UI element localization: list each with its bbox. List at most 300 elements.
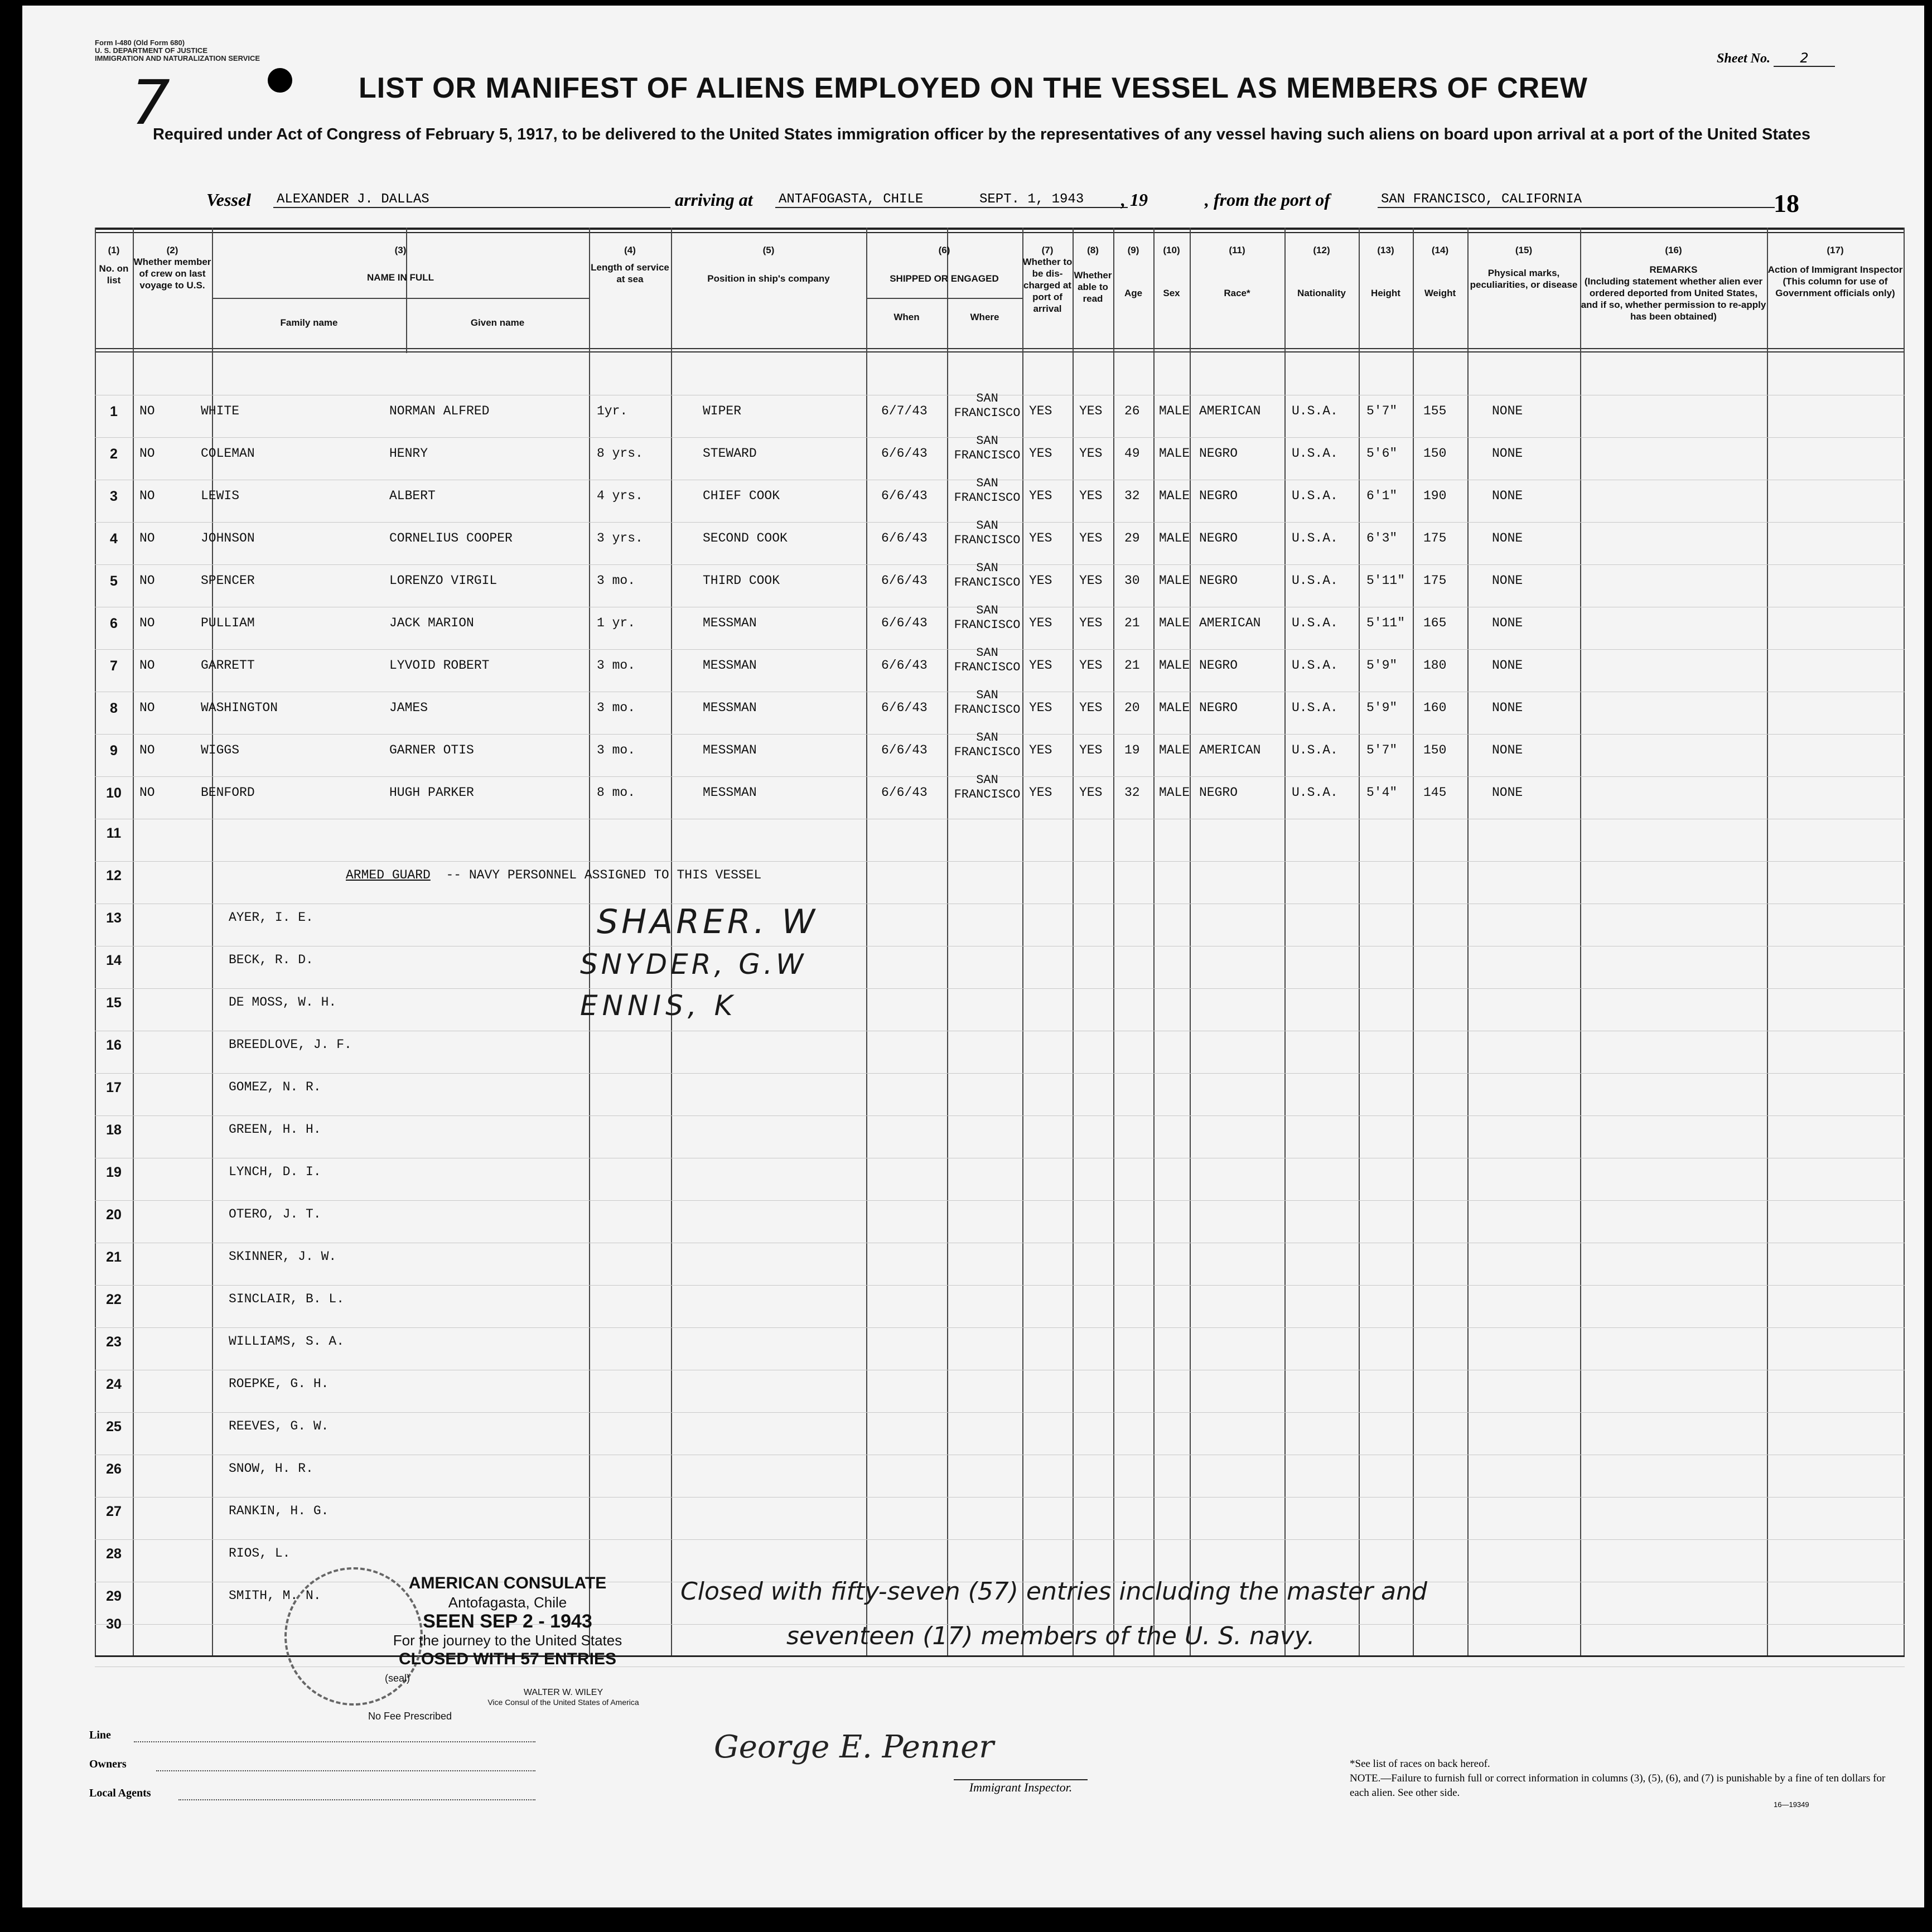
fine-note: NOTE.—Failure to furnish full or correct information in columns (3), (5), (6), and (7) is punishable by a fine of ten dollars for each alien. See other side. bbox=[1350, 1772, 1886, 1799]
col-header-race: Race* bbox=[1224, 288, 1250, 298]
department: U. S. DEPARTMENT OF JUSTICE bbox=[95, 46, 207, 55]
col-header-read: Whether able to read bbox=[1074, 270, 1112, 304]
cell-service: 4 yrs. bbox=[597, 489, 643, 503]
cell-member: NO bbox=[139, 446, 155, 461]
armed-guard-row bbox=[95, 1026, 1905, 1069]
cell-member: NO bbox=[139, 743, 155, 757]
armed-guard-name: SMITH, M. N. bbox=[229, 1588, 321, 1603]
row-number: 22 bbox=[106, 1292, 122, 1307]
armed-guard-name: BREEDLOVE, J. F. bbox=[229, 1037, 352, 1052]
armed-guard-row bbox=[95, 899, 1905, 941]
col-header-sex: Sex bbox=[1163, 288, 1180, 298]
armed-guard-row bbox=[95, 1111, 1905, 1153]
cell-position: MESSMAN bbox=[703, 616, 757, 630]
cell-read: YES bbox=[1079, 531, 1103, 545]
cell-nationality: U.S.A. bbox=[1292, 531, 1338, 545]
armed-guard-name: RANKIN, H. G. bbox=[229, 1504, 329, 1518]
cell-service: 1 yr. bbox=[597, 616, 636, 630]
col-number: (15) bbox=[1515, 245, 1533, 255]
cell-sex: MALE bbox=[1159, 573, 1190, 588]
stamp-closed-entries: CLOSED WITH 57 ENTRIES bbox=[398, 1650, 617, 1668]
cell-position: MESSMAN bbox=[703, 701, 757, 715]
cell-member: NO bbox=[139, 785, 155, 800]
cell-discharged: YES bbox=[1029, 446, 1052, 461]
stamp-line: For the journey to the United States bbox=[393, 1632, 622, 1649]
cell-member: NO bbox=[139, 658, 155, 673]
col-number: (8) bbox=[1087, 245, 1099, 255]
cell-where: SAN FRANCISCO bbox=[954, 561, 1021, 590]
armed-guard-row bbox=[95, 1153, 1905, 1196]
col-header-marks: Physical marks, peculiarities, or disease bbox=[1470, 268, 1578, 290]
cell-position: MESSMAN bbox=[703, 658, 757, 673]
cell-race: NEGRO bbox=[1199, 573, 1238, 588]
cell-given: LORENZO VIRGIL bbox=[389, 573, 498, 588]
cell-age: 29 bbox=[1124, 531, 1140, 545]
cell-nationality: U.S.A. bbox=[1292, 785, 1338, 800]
cell-marks: NONE bbox=[1492, 489, 1523, 503]
cell-weight: 190 bbox=[1423, 489, 1447, 503]
cell-member: NO bbox=[139, 489, 155, 503]
cell-where: SAN FRANCISCO bbox=[954, 476, 1021, 505]
handwritten-name: SHARER. W bbox=[597, 902, 819, 941]
cell-race: NEGRO bbox=[1199, 785, 1238, 800]
col-number: (16) bbox=[1665, 245, 1682, 255]
cell-given: JAMES bbox=[389, 701, 428, 715]
cell-member: NO bbox=[139, 404, 155, 418]
col-number: (9) bbox=[1127, 245, 1139, 255]
cell-marks: NONE bbox=[1492, 785, 1523, 800]
armed-guard-heading bbox=[346, 868, 761, 882]
cell-discharged: YES bbox=[1029, 743, 1052, 757]
armed-guard-desc: -- NAVY PERSONNEL ASSIGNED TO THIS VESSEL bbox=[446, 868, 762, 882]
sheet-number bbox=[1717, 50, 1835, 67]
crew-row bbox=[95, 390, 1905, 433]
cell-service: 3 yrs. bbox=[597, 531, 643, 545]
col-number: (3) bbox=[394, 245, 407, 255]
armed-guard-name: SNOW, H. R. bbox=[229, 1461, 313, 1476]
armed-guard-row bbox=[95, 1069, 1905, 1111]
col-header-name: NAME IN FULL bbox=[367, 272, 434, 283]
service-name: IMMIGRATION AND NATURALIZATION SERVICE bbox=[95, 54, 260, 62]
form-number: Form I-480 (Old Form 680) bbox=[95, 38, 185, 47]
row-number: 15 bbox=[106, 995, 122, 1011]
cell-when: 6/6/43 bbox=[881, 616, 928, 630]
cell-when: 6/6/43 bbox=[881, 573, 928, 588]
cell-where: SAN FRANCISCO bbox=[954, 646, 1021, 674]
crew-row bbox=[95, 475, 1905, 518]
cell-when: 6/6/43 bbox=[881, 446, 928, 461]
stamp-signer-title: Vice Consul of the United States of America bbox=[487, 1698, 639, 1707]
inspector-signature: George E. Penner bbox=[714, 1729, 994, 1765]
cell-when: 6/6/43 bbox=[881, 701, 928, 715]
col-number: (11) bbox=[1229, 245, 1245, 255]
row-number: 26 bbox=[106, 1461, 122, 1477]
cell-race: AMERICAN bbox=[1199, 743, 1261, 757]
voyage-line bbox=[206, 190, 1824, 218]
print-code: 16—19349 bbox=[1774, 1800, 1809, 1809]
cell-age: 19 bbox=[1124, 743, 1140, 757]
stamp-seal-label: (seal) bbox=[385, 1673, 410, 1684]
col-number: (1) bbox=[108, 245, 120, 255]
cell-age: 32 bbox=[1124, 489, 1140, 503]
cell-member: NO bbox=[139, 701, 155, 715]
cell-race: NEGRO bbox=[1199, 701, 1238, 715]
armed-guard-label: ARMED GUARD bbox=[346, 868, 431, 882]
cell-age: 49 bbox=[1124, 446, 1140, 461]
armed-guard-name: BECK, R. D. bbox=[229, 953, 313, 967]
cell-height: 5'6" bbox=[1366, 446, 1398, 461]
cell-no: 6 bbox=[110, 616, 118, 631]
crew-row bbox=[95, 433, 1905, 475]
cell-no: 5 bbox=[110, 573, 118, 589]
cell-sex: MALE bbox=[1159, 785, 1190, 800]
crew-row bbox=[95, 518, 1905, 560]
crew-row bbox=[95, 560, 1905, 602]
cell-sex: MALE bbox=[1159, 743, 1190, 757]
cell-race: NEGRO bbox=[1199, 531, 1238, 545]
col-header-height: Height bbox=[1371, 288, 1400, 298]
cell-race: NEGRO bbox=[1199, 446, 1238, 461]
cell-weight: 180 bbox=[1423, 658, 1447, 673]
inspector-label: Immigrant Inspector. bbox=[954, 1779, 1088, 1795]
armed-guard-row bbox=[95, 1365, 1905, 1408]
cell-marks: NONE bbox=[1492, 701, 1523, 715]
col-header-family: Family name bbox=[280, 317, 338, 328]
row-number: 30 bbox=[106, 1616, 122, 1632]
cell-discharged: YES bbox=[1029, 404, 1052, 418]
cell-race: NEGRO bbox=[1199, 489, 1238, 503]
cell-service: 3 mo. bbox=[597, 658, 636, 673]
table-row bbox=[95, 814, 1905, 857]
cell-given: ALBERT bbox=[389, 489, 436, 503]
stamp-fee: No Fee Prescribed bbox=[368, 1711, 452, 1722]
cell-sex: MALE bbox=[1159, 701, 1190, 715]
cell-marks: NONE bbox=[1492, 531, 1523, 545]
col-header-where: Where bbox=[970, 312, 999, 322]
cell-given: HUGH PARKER bbox=[389, 785, 474, 800]
cell-age: 26 bbox=[1124, 404, 1140, 418]
row-number: 14 bbox=[106, 953, 122, 968]
col-number: (7) bbox=[1041, 245, 1054, 255]
arriving-port: ANTAFOGASTA, CHILE bbox=[775, 192, 1128, 208]
col-header-when: When bbox=[893, 312, 920, 322]
crew-row bbox=[95, 687, 1905, 730]
cell-read: YES bbox=[1079, 616, 1103, 630]
armed-guard-name: ROEPKE, G. H. bbox=[229, 1376, 329, 1391]
col-header-weight: Weight bbox=[1424, 288, 1456, 298]
cell-service: 8 yrs. bbox=[597, 446, 643, 461]
cell-height: 5'7" bbox=[1366, 404, 1398, 418]
cell-nationality: U.S.A. bbox=[1292, 743, 1338, 757]
year-label: , 19 bbox=[1121, 190, 1148, 210]
cell-weight: 160 bbox=[1423, 701, 1447, 715]
cell-height: 5'11" bbox=[1366, 573, 1405, 588]
row-number: 18 bbox=[106, 1122, 122, 1138]
col-header-service: Length of service at sea bbox=[591, 262, 669, 284]
row-number: 16 bbox=[106, 1037, 122, 1053]
col-header-no: No. on list bbox=[99, 263, 129, 286]
cell-member: NO bbox=[139, 573, 155, 588]
row-number: 27 bbox=[106, 1504, 122, 1519]
cell-member: NO bbox=[139, 531, 155, 545]
from-label: , from the port of bbox=[1205, 190, 1330, 210]
cell-sex: MALE bbox=[1159, 404, 1190, 418]
cell-discharged: YES bbox=[1029, 658, 1052, 673]
col-number: (5) bbox=[762, 245, 775, 255]
armed-guard-name: DE MOSS, W. H. bbox=[229, 995, 337, 1010]
cell-race: NEGRO bbox=[1199, 658, 1238, 673]
col-header-member: Whether member of crew on last voyage to U.S. bbox=[133, 257, 211, 291]
row-number: 20 bbox=[106, 1207, 122, 1223]
cell-discharged: YES bbox=[1029, 701, 1052, 715]
col-header-position: Position in ship's company bbox=[707, 273, 830, 284]
cell-age: 21 bbox=[1124, 616, 1140, 630]
crew-row bbox=[95, 730, 1905, 772]
cell-where: SAN FRANCISCO bbox=[954, 392, 1021, 420]
cell-where: SAN FRANCISCO bbox=[954, 603, 1021, 632]
col-header-nationality: Nationality bbox=[1297, 288, 1346, 298]
armed-guard-row bbox=[95, 1238, 1905, 1281]
cell-given: JACK MARION bbox=[389, 616, 474, 630]
cell-where: SAN FRANCISCO bbox=[954, 519, 1021, 547]
cell-when: 6/6/43 bbox=[881, 785, 928, 800]
crew-table bbox=[95, 228, 1905, 1655]
cell-given: LYVOID ROBERT bbox=[389, 658, 490, 673]
col-number: (10) bbox=[1163, 245, 1180, 255]
handwritten-name: SNYDER, G.W bbox=[580, 948, 807, 981]
col-number: (6) bbox=[938, 245, 950, 255]
cell-age: 30 bbox=[1124, 573, 1140, 588]
cell-nationality: U.S.A. bbox=[1292, 446, 1338, 461]
cell-sex: MALE bbox=[1159, 446, 1190, 461]
manifest-sheet bbox=[22, 6, 1924, 1907]
cell-sex: MALE bbox=[1159, 658, 1190, 673]
footer-owners-blank bbox=[156, 1770, 535, 1771]
table-row bbox=[95, 857, 1905, 899]
stamp-line: Antofagasta, Chile bbox=[448, 1594, 567, 1611]
row-number: 21 bbox=[106, 1249, 122, 1265]
armed-guard-row bbox=[95, 1450, 1905, 1493]
cell-when: 6/6/43 bbox=[881, 489, 928, 503]
cell-weight: 150 bbox=[1423, 743, 1447, 757]
cell-where: SAN FRANCISCO bbox=[954, 688, 1021, 717]
col-header-action: Action of Immigrant Inspector bbox=[1767, 264, 1903, 275]
cell-marks: NONE bbox=[1492, 446, 1523, 461]
cell-height: 5'11" bbox=[1366, 616, 1405, 630]
page-number: 18 bbox=[1774, 189, 1799, 218]
armed-guard-name: AYER, I. E. bbox=[229, 910, 313, 925]
cell-given: CORNELIUS COOPER bbox=[389, 531, 513, 545]
cell-given: NORMAN ALFRED bbox=[389, 404, 490, 418]
footer-note bbox=[1350, 1757, 1896, 1800]
row-number: 25 bbox=[106, 1419, 122, 1434]
cell-given: GARNER OTIS bbox=[389, 743, 474, 757]
cell-weight: 145 bbox=[1423, 785, 1447, 800]
col-header-given: Given name bbox=[470, 317, 525, 328]
cell-given: HENRY bbox=[389, 446, 428, 461]
cell-discharged: YES bbox=[1029, 616, 1052, 630]
cell-marks: NONE bbox=[1492, 616, 1523, 630]
cell-family: PULLIAM bbox=[201, 616, 255, 630]
closing-note-line2: seventeen (17) members of the U. S. navy. bbox=[786, 1622, 1315, 1650]
col-header-discharged: Whether to be dis-charged at port of arrival bbox=[1022, 257, 1073, 314]
cell-read: YES bbox=[1079, 446, 1103, 461]
cell-position: STEWARD bbox=[703, 446, 757, 461]
row-number: 24 bbox=[106, 1376, 122, 1392]
cell-race: AMERICAN bbox=[1199, 616, 1261, 630]
footer-agents-label: Local Agents bbox=[89, 1787, 151, 1799]
handwritten-name: ENNIS, K bbox=[580, 989, 737, 1022]
armed-guard-row bbox=[95, 1323, 1905, 1365]
cell-height: 6'3" bbox=[1366, 531, 1398, 545]
cell-position: MESSMAN bbox=[703, 785, 757, 800]
cell-position: WIPER bbox=[703, 404, 742, 418]
cell-service: 1yr. bbox=[597, 404, 628, 418]
stamp-signer: WALTER W. WILEY bbox=[523, 1688, 603, 1697]
cell-no: 4 bbox=[110, 531, 118, 547]
armed-guard-row bbox=[95, 941, 1905, 984]
col-header-age: Age bbox=[1124, 288, 1143, 298]
col-number: (17) bbox=[1827, 245, 1844, 255]
sheet-label: Sheet No. bbox=[1717, 51, 1770, 66]
stamp-seen-date: SEEN SEP 2 - 1943 bbox=[423, 1611, 592, 1632]
row-number: 19 bbox=[106, 1165, 122, 1180]
cell-family: WIGGS bbox=[201, 743, 240, 757]
crew-row bbox=[95, 772, 1905, 814]
col-number: (4) bbox=[624, 245, 636, 255]
cell-when: 6/6/43 bbox=[881, 743, 928, 757]
cell-read: YES bbox=[1079, 701, 1103, 715]
cell-height: 5'9" bbox=[1366, 658, 1398, 673]
armed-guard-row bbox=[95, 1493, 1905, 1535]
cell-read: YES bbox=[1079, 573, 1103, 588]
vessel-name: ALEXANDER J. DALLAS bbox=[273, 192, 670, 208]
cell-service: 3 mo. bbox=[597, 743, 636, 757]
cell-where: SAN FRANCISCO bbox=[954, 773, 1021, 801]
armed-guard-row bbox=[95, 984, 1905, 1026]
armed-guard-name: OTERO, J. T. bbox=[229, 1207, 321, 1221]
cell-read: YES bbox=[1079, 404, 1103, 418]
arrival-date: SEPT. 1, 1943 bbox=[979, 192, 1084, 207]
cell-where: SAN FRANCISCO bbox=[954, 434, 1021, 462]
arriving-label: arriving at bbox=[675, 190, 753, 210]
row-number: 12 bbox=[106, 868, 122, 883]
cell-position: CHIEF COOK bbox=[703, 489, 780, 503]
cell-no: 9 bbox=[110, 743, 118, 759]
armed-guard-name: REEVES, G. W. bbox=[229, 1419, 329, 1433]
cell-no: 1 bbox=[110, 404, 118, 419]
cell-no: 10 bbox=[106, 785, 122, 801]
cell-height: 5'7" bbox=[1366, 743, 1398, 757]
armed-guard-name: SINCLAIR, B. L. bbox=[229, 1292, 345, 1306]
cell-service: 8 mo. bbox=[597, 785, 636, 800]
footer-agents-blank bbox=[178, 1799, 535, 1800]
footer-line-label: Line bbox=[89, 1729, 111, 1741]
race-note: *See list of races on back hereof. bbox=[1350, 1758, 1490, 1770]
cell-nationality: U.S.A. bbox=[1292, 489, 1338, 503]
armed-guard-name: SKINNER, J. W. bbox=[229, 1249, 337, 1264]
page-title: LIST OR MANIFEST OF ALIENS EMPLOYED ON THE VESSEL AS MEMBERS OF CREW bbox=[359, 72, 1588, 104]
row-number: 13 bbox=[106, 910, 122, 926]
footer-line-blank bbox=[134, 1741, 535, 1742]
col-number: (12) bbox=[1313, 245, 1330, 255]
cell-no: 3 bbox=[110, 489, 118, 504]
cell-nationality: U.S.A. bbox=[1292, 701, 1338, 715]
cell-weight: 175 bbox=[1423, 531, 1447, 545]
cell-nationality: U.S.A. bbox=[1292, 616, 1338, 630]
cell-read: YES bbox=[1079, 489, 1103, 503]
from-port: SAN FRANCISCO, CALIFORNIA bbox=[1378, 192, 1775, 208]
cell-when: 6/6/43 bbox=[881, 658, 928, 673]
armed-guard-name: GOMEZ, N. R. bbox=[229, 1080, 321, 1094]
footer-owners-label: Owners bbox=[89, 1758, 127, 1770]
col-header-action-sub: (This column for use of Government officials only) bbox=[1775, 276, 1895, 298]
cell-age: 20 bbox=[1124, 701, 1140, 715]
row-number: 11 bbox=[106, 825, 122, 841]
armed-guard-name: WILLIAMS, S. A. bbox=[229, 1334, 345, 1349]
row-number: 23 bbox=[106, 1334, 122, 1350]
col-header-remarks-sub: (Including statement whether alien ever ordered deported from United States, and if so, whether permission to re-apply has been obtained) bbox=[1581, 276, 1766, 322]
cell-service: 3 mo. bbox=[597, 573, 636, 588]
vessel-label: Vessel bbox=[206, 190, 251, 210]
cell-family: SPENCER bbox=[201, 573, 255, 588]
cell-sex: MALE bbox=[1159, 489, 1190, 503]
cell-weight: 150 bbox=[1423, 446, 1447, 461]
cell-nationality: U.S.A. bbox=[1292, 658, 1338, 673]
col-header-shipped: SHIPPED OR ENGAGED bbox=[890, 273, 999, 284]
armed-guard-row bbox=[95, 1281, 1905, 1323]
cell-discharged: YES bbox=[1029, 531, 1052, 545]
stamp-line: AMERICAN CONSULATE bbox=[408, 1574, 607, 1592]
cell-family: GARRETT bbox=[201, 658, 255, 673]
cell-discharged: YES bbox=[1029, 489, 1052, 503]
cell-no: 7 bbox=[110, 658, 118, 674]
cell-no: 8 bbox=[110, 701, 118, 716]
cell-weight: 175 bbox=[1423, 573, 1447, 588]
cell-weight: 155 bbox=[1423, 404, 1447, 418]
cell-marks: NONE bbox=[1492, 743, 1523, 757]
cell-height: 6'1" bbox=[1366, 489, 1398, 503]
cell-position: MESSMAN bbox=[703, 743, 757, 757]
armed-guard-name: GREEN, H. H. bbox=[229, 1122, 321, 1137]
col-number: (13) bbox=[1377, 245, 1394, 255]
row-number: 28 bbox=[106, 1546, 122, 1562]
cell-read: YES bbox=[1079, 785, 1103, 800]
page-subtitle: Required under Act of Congress of February 5, 1917, to be delivered to the United States immigration officer by the representatives of any vessel having such aliens on board upon arrival at a port of the United States bbox=[152, 125, 1811, 143]
form-identifier bbox=[95, 39, 260, 62]
cell-position: SECOND COOK bbox=[703, 531, 788, 545]
col-header-remarks: REMARKS bbox=[1649, 264, 1698, 275]
cell-family: BENFORD bbox=[201, 785, 255, 800]
cell-no: 2 bbox=[110, 446, 118, 462]
cell-service: 3 mo. bbox=[597, 701, 636, 715]
crew-row bbox=[95, 645, 1905, 687]
cell-height: 5'9" bbox=[1366, 701, 1398, 715]
cell-race: AMERICAN bbox=[1199, 404, 1261, 418]
cell-marks: NONE bbox=[1492, 404, 1523, 418]
cell-family: JOHNSON bbox=[201, 531, 255, 545]
cell-marks: NONE bbox=[1492, 658, 1523, 673]
cell-where: SAN FRANCISCO bbox=[954, 731, 1021, 759]
cell-family: LEWIS bbox=[201, 489, 240, 503]
cell-sex: MALE bbox=[1159, 531, 1190, 545]
cell-nationality: U.S.A. bbox=[1292, 404, 1338, 418]
crew-row bbox=[95, 602, 1905, 645]
cell-age: 21 bbox=[1124, 658, 1140, 673]
cell-nationality: U.S.A. bbox=[1292, 573, 1338, 588]
cell-when: 6/7/43 bbox=[881, 404, 928, 418]
cell-discharged: YES bbox=[1029, 785, 1052, 800]
